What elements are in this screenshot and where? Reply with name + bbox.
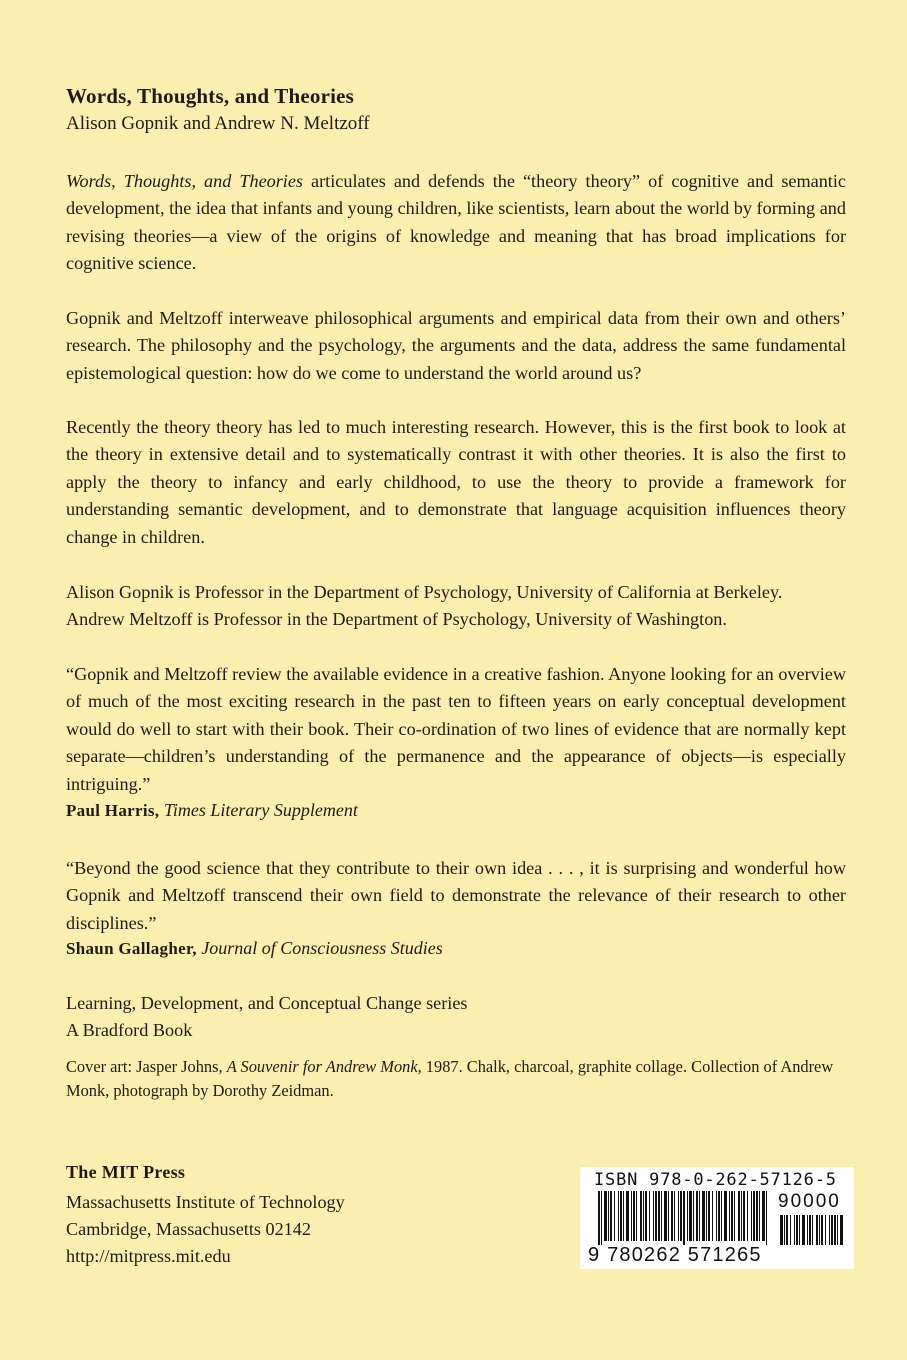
barcode-bar (734, 1191, 735, 1241)
intro-text: articulates and defends the “theory theory” of cognitive and semantic development, the idea that infants and young children, like scientists, learn about the world by forming and revising theories—a view of the origins of knowledge and meaning that has broad implications for cognitive science. (66, 171, 846, 274)
barcode-bar (759, 1191, 760, 1241)
barcode-addon-bar (796, 1215, 798, 1245)
barcode-bar (731, 1191, 733, 1241)
barcode-bar (738, 1191, 740, 1241)
intro-title-italic: Words, Thoughts, and Theories (66, 171, 304, 191)
barcode-bar (729, 1191, 730, 1241)
barcode-bar (631, 1191, 632, 1241)
barcode-bar (640, 1191, 642, 1241)
barcode-bar (693, 1191, 694, 1241)
barcode-bar (661, 1191, 662, 1241)
barcode-addon-bar (816, 1215, 818, 1245)
publisher-url: http://mitpress.mit.edu (66, 1246, 231, 1266)
barcode-bar (601, 1191, 602, 1245)
barcode-addon-bar (840, 1215, 843, 1245)
barcode-bar (743, 1191, 745, 1241)
barcode-bar (683, 1191, 685, 1245)
publisher-name: The MIT Press (66, 1162, 186, 1182)
barcode-bar (696, 1191, 698, 1241)
cover-art-suffix: 1987. Chalk, charcoal, graphite collage. Collection of Andrew Monk, photograph by Dorothy Zeidman. (66, 1057, 834, 1100)
barcode-addon-bar (831, 1215, 833, 1245)
book-title: Words, Thoughts, and Theories (66, 84, 355, 108)
publisher-address-2: Cambridge, Massachusetts 02142 (66, 1219, 311, 1239)
barcode-bar (664, 1191, 667, 1241)
barcode-addon-bar (799, 1215, 800, 1245)
barcode-bar (623, 1191, 624, 1241)
barcode-bar (620, 1191, 622, 1241)
quote-1-publication: Times Literary Supplement (163, 800, 358, 820)
quote-2: “Beyond the good science that they contribute to their own idea . . . , it is surprising and wonderful how Gopnik and Meltzoff transcend their own field to demonstrate the relevance of their research to other disciplines.” (66, 858, 846, 933)
barcode-addon-bar (837, 1215, 838, 1245)
barcode-bar (608, 1191, 609, 1241)
barcode-bar (604, 1191, 607, 1241)
barcode-bar (753, 1191, 755, 1241)
barcode-main-digits: 9 780262 571265 (588, 1244, 762, 1266)
barcode-bar (687, 1191, 688, 1241)
barcode-addon-bar (821, 1215, 823, 1245)
barcode-bar (699, 1191, 700, 1241)
cover-art-prefix: Cover art: Jasper Johns, (66, 1057, 227, 1076)
barcode-bar (598, 1191, 600, 1245)
barcode-bar (741, 1191, 742, 1241)
barcode-bar (756, 1191, 758, 1241)
barcode-addon-digits: 90000 (778, 1191, 841, 1212)
barcode-bar (671, 1191, 673, 1241)
barcode-addon-bar (809, 1215, 811, 1245)
barcode-bar (649, 1191, 650, 1241)
barcode-bar (680, 1191, 682, 1241)
barcode-addon-bar (794, 1215, 795, 1245)
publisher-address-1: Massachusetts Institute of Technology (66, 1192, 345, 1212)
barcode-bar (689, 1191, 692, 1241)
barcode-bar (747, 1191, 748, 1241)
barcode-bar (702, 1191, 705, 1241)
quote-2-attribution (66, 938, 443, 959)
barcode-bar (678, 1191, 679, 1241)
barcode-bar (674, 1191, 675, 1241)
quote-2-author: Shaun Gallagher, (66, 939, 197, 958)
barcode-bar (643, 1191, 644, 1241)
barcode-addon-bar (834, 1215, 836, 1245)
barcode-bar (626, 1191, 629, 1241)
barcode-addon-bar (825, 1215, 826, 1245)
barcode-addon-bar (819, 1215, 820, 1245)
cover-art-credit (66, 1055, 846, 1103)
barcode-bar (618, 1191, 619, 1241)
quote-1-attribution (66, 800, 358, 821)
paragraph-3: Recently the theory theory has led to much interesting research. However, this is the first book to look at the theory in extensive detail and to systematically contrast it with other theories. It is also the first to apply the theory to infancy and early childhood, to use the theory to provide a framework for understanding semantic development, and to demonstrate that language acquisition influences theory change in children. (66, 417, 846, 547)
barcode-bar (712, 1191, 713, 1241)
barcode-bar (610, 1191, 612, 1241)
barcode-bar (706, 1191, 707, 1241)
barcode-bar (645, 1191, 647, 1241)
paragraph-2: Gopnik and Meltzoff interweave philosophical arguments and empirical data from their own and others’ research. The philosophy and the psychology, the arguments and the data, address the same fundamental epistemological question: how do we come to understand the world around us? (66, 308, 846, 383)
barcode-bar (751, 1191, 752, 1241)
barcode-bar (653, 1191, 654, 1241)
intro-paragraph (66, 168, 846, 278)
barcode-addon-bar (829, 1215, 830, 1245)
barcode-bar (614, 1191, 615, 1241)
bio-meltzoff: Andrew Meltzoff is Professor in the Department of Psychology, University of Washington. (66, 609, 727, 629)
barcode-bar (762, 1191, 765, 1241)
barcode-addon-bar (790, 1215, 791, 1245)
barcode-bar (718, 1191, 720, 1241)
barcode-bar (668, 1191, 669, 1241)
barcode-bar (721, 1191, 722, 1241)
barcode-addon-bar (780, 1215, 783, 1245)
series-name: Learning, Development, and Conceptual Change series (66, 993, 468, 1013)
barcode-addon-bar (802, 1215, 805, 1245)
barcode-addon-bar (807, 1215, 808, 1245)
barcode-bar (716, 1191, 717, 1241)
barcode-panel (580, 1167, 854, 1269)
barcode-bar (655, 1191, 657, 1241)
book-authors: Alison Gopnik and Andrew N. Meltzoff (66, 113, 370, 134)
barcode-bar (766, 1191, 767, 1245)
barcode-bar (633, 1191, 635, 1241)
imprint-name: A Bradford Book (66, 1020, 193, 1040)
quote-1: “Gopnik and Meltzoff review the available evidence in a creative fashion. Anyone looking for an overview of much of the most exciting research in the past ten to fifteen years on early conceptual development would do well to start with their book. Their co-ordination of two lines of evidence that are normally kept separate—children’s understanding of the permanence and the appearance of objects—is especially intriguing.” (66, 664, 846, 794)
barcode-bar (708, 1191, 710, 1241)
isbn-label: ISBN 978-0-262-57126-5 (594, 1170, 837, 1190)
quote-1-author: Paul Harris, (66, 801, 160, 820)
barcode-bar (724, 1191, 727, 1241)
barcode-addon-bar (812, 1215, 813, 1245)
barcode-addon-bar (784, 1215, 785, 1245)
barcode-bar (658, 1191, 660, 1241)
quote-2-publication: Journal of Consciousness Studies (201, 938, 443, 958)
barcode-addon-bar (786, 1215, 788, 1245)
bio-gopnik: Alison Gopnik is Professor in the Department of Psychology, University of California at Berkeley. (66, 582, 783, 602)
cover-art-work: A Souvenir for Andrew Monk, (226, 1057, 422, 1076)
barcode-bar (636, 1191, 637, 1241)
